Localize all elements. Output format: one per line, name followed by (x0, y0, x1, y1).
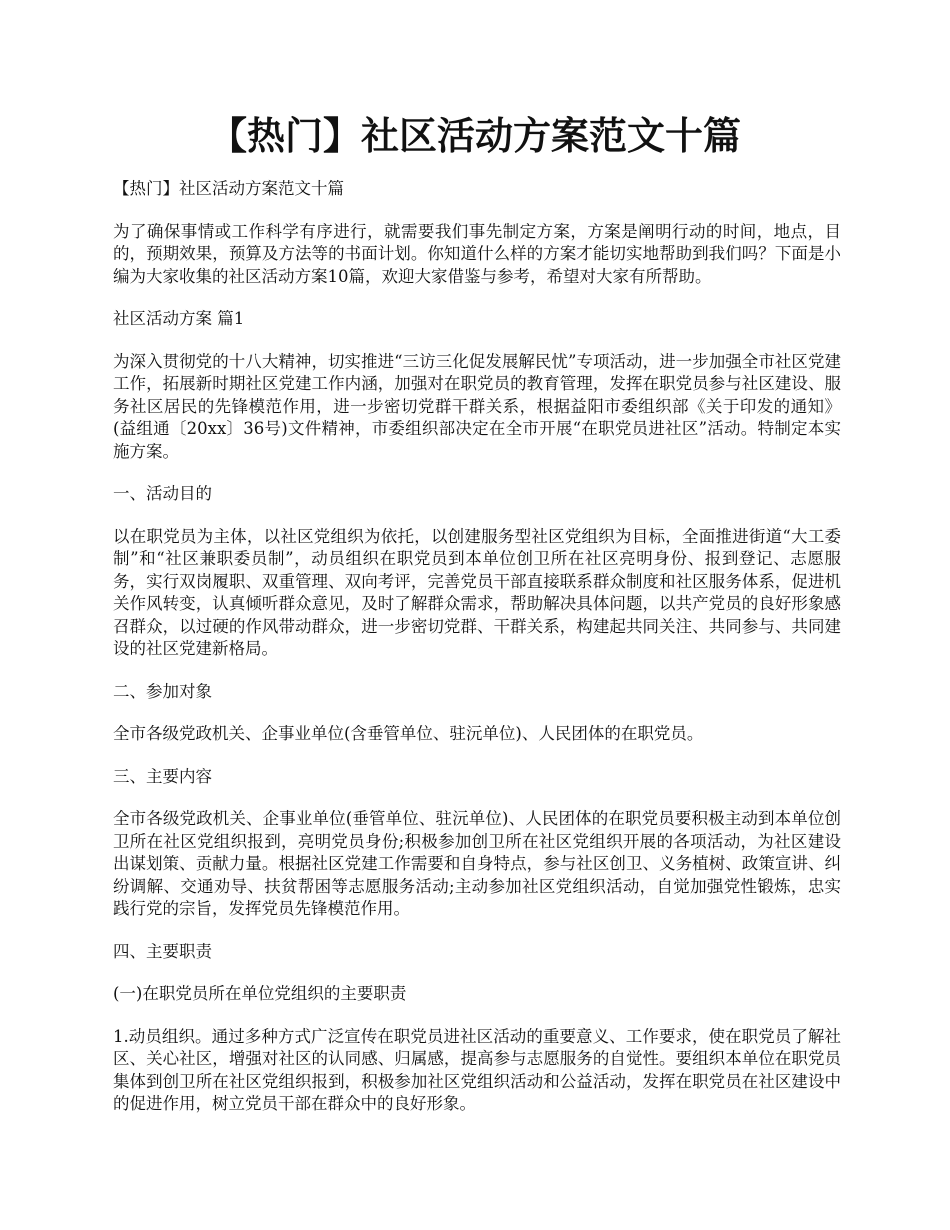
document-body (113, 178, 841, 1136)
section-heading-duties: 四、主要职责 (113, 941, 212, 961)
participants-paragraph: 全市各级党政机关、企事业单位(含垂管单位、驻沅单位)、人民团体的在职党员。 (113, 724, 704, 743)
section-heading-purpose: 一、活动目的 (113, 484, 212, 503)
section-heading-content: 三、主要内容 (113, 766, 212, 786)
section-heading-plan-1: 社区活动方案 篇1 (113, 309, 245, 328)
plan-1-paragraph: 为深入贯彻党的十八大精神，切实推进“三访三化促发展解民忧”专项活动，进一步加强全市社区党建工作，拓展新时期社区党建工作内涵，加强对在职党员的教育管理，发挥在职党员参与社区建设、服务社区居民的先锋模范作用，进一步密切党群干群关系，根据益阳市委组织部《关于印发的通知》(益组通〔20xx〕36号)文件精神，市委组织部决定在全市开展“在职党员进社区”活动。特制定本实施方案。 (113, 351, 841, 461)
section-heading-participants: 二、参加对象 (113, 681, 212, 701)
document-title: 【热门】社区活动方案范文十篇 (208, 113, 741, 158)
duty-1-paragraph: 1.动员组织。通过多种方式广泛宣传在职党员进社区活动的重要意义、工作要求，使在职党员了解社区、关心社区，增强对社区的认同感、归属感，提高参与志愿服务的自觉性。要组织本单位在职党员集体到创卫所在社区党组织报到，积极参加社区党组织活动和公益活动，发挥在职党员在社区建设中的促进作用，树立党员干部在群众中的良好形象。 (113, 1026, 841, 1113)
purpose-paragraph: 以在职党员为主体，以社区党组织为依托，以创建服务型社区党组织为目标，全面推进街道“大工委制”和“社区兼职委员制”，动员组织在职党员到本单位创卫所在社区亮明身份、报到登记、志愿服务，实行双岗履职、双重管理、双向考评，完善党员干部直接联系群众制度和社区服务体系，促进机关作风转变，认真倾听群众意见，及时了解群众需求，帮助解决具体问题，以共产党员的良好形象感召群众，以过硬的作风带动群众，进一步密切党群、干群关系，构建起共同关注、共同参与、共同建设的社区党建新格局。 (113, 526, 841, 658)
subtitle-line: 【热门】社区活动方案范文十篇 (113, 179, 344, 198)
intro-paragraph: 为了确保事情或工作科学有序进行，就需要我们事先制定方案，方案是阐明行动的时间，地点，目的，预期效果，预算及方法等的书面计划。你知道什么样的方案才能切实地帮助到我们吗？下面是小编为大家收集的社区活动方案10篇，欢迎大家借鉴与参考，希望对大家有所帮助。 (113, 221, 841, 286)
content-paragraph: 全市各级党政机关、企事业单位(垂管单位、驻沅单位)、人民团体的在职党员要积极主动到本单位创卫所在社区党组织报到，亮明党员身份;积极参加创卫所在社区党组织开展的各项活动，为社区建设出谋划策、贡献力量。根据社区党建工作需要和自身特点，参与社区创卫、义务植树、政策宣讲、纠纷调解、交通劝导、扶贫帮困等志愿服务活动;主动参加社区党组织活动，自觉加强党性锻炼，忠实践行党的宗旨，发挥党员先锋模范作用。 (113, 809, 841, 918)
subsection-heading-unit-duties: (一)在职党员所在单位党组织的主要职责 (113, 984, 407, 1003)
